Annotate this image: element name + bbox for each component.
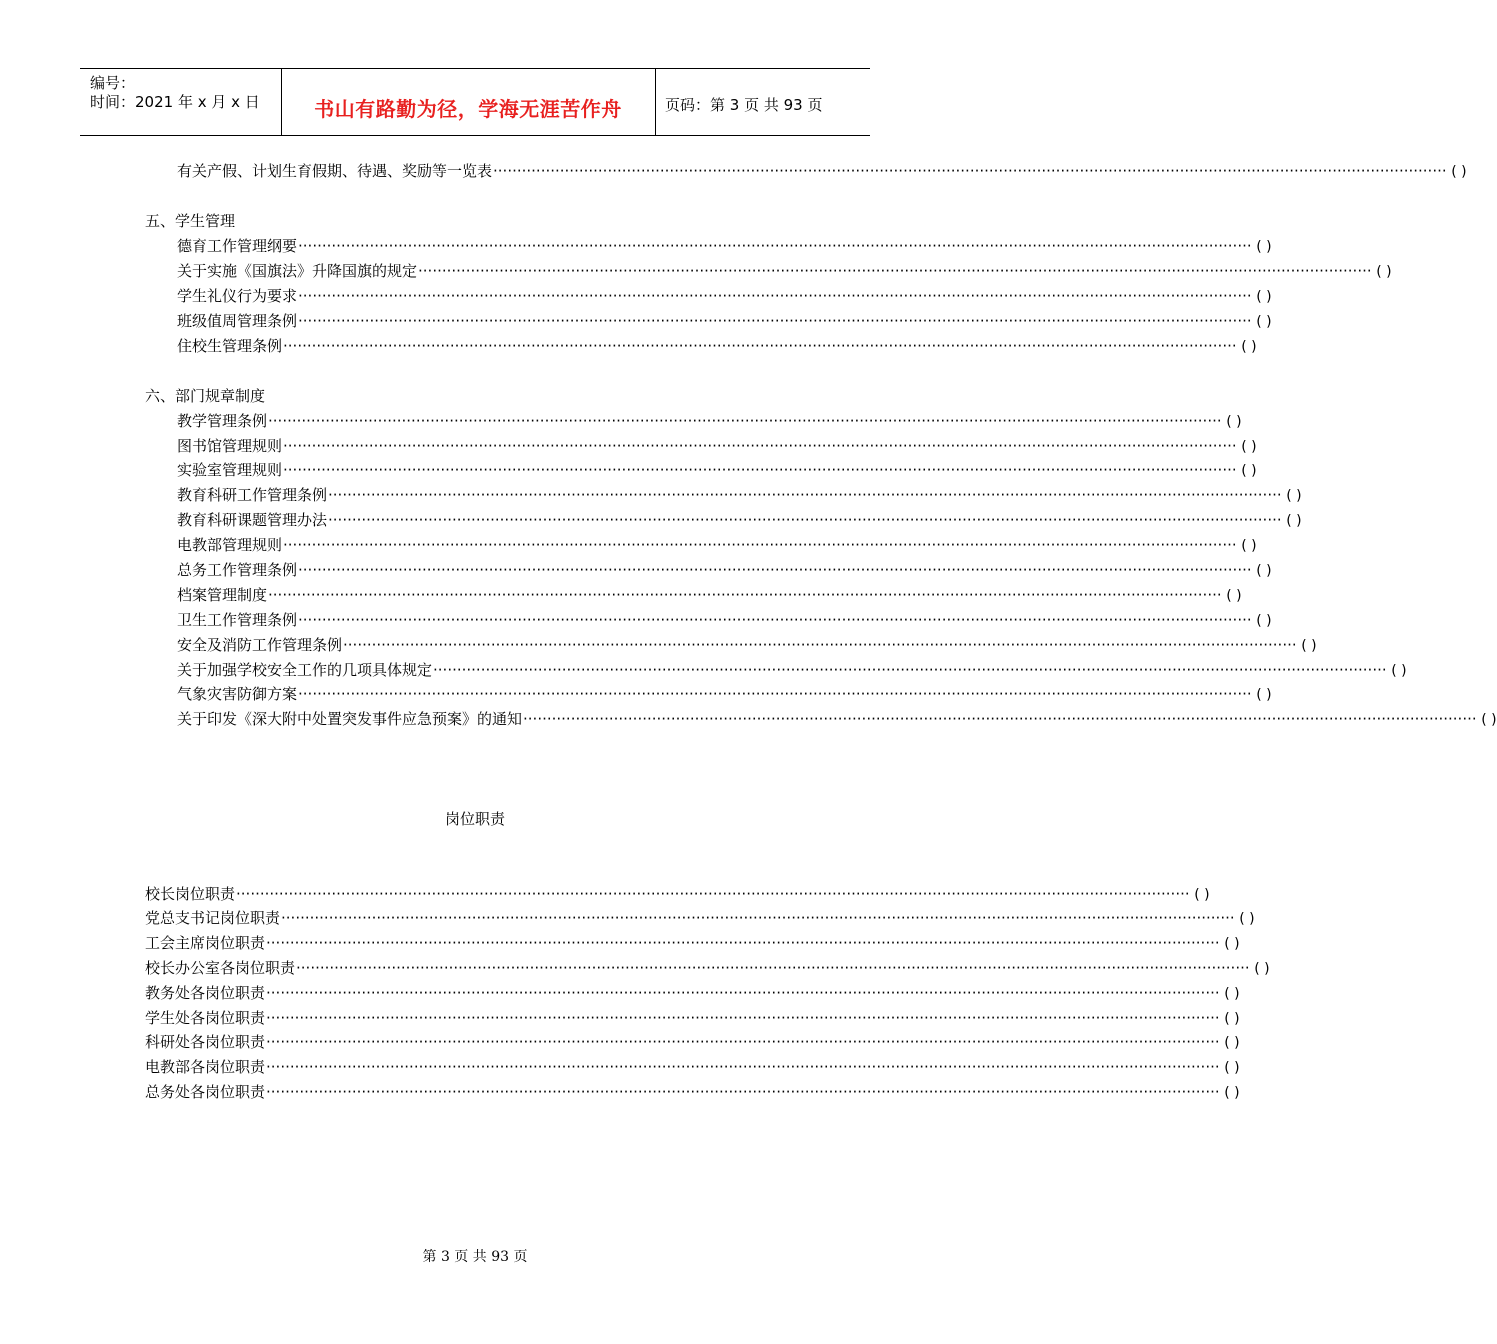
- toc-entry-title: 住校生管理条例: [177, 337, 283, 355]
- toc-entry: [177, 558, 1272, 582]
- page-footer: 第 3 页 共 93 页: [422, 1249, 528, 1265]
- toc-entry-title: 教学管理条例: [177, 412, 268, 430]
- toc-leader-dots: ········································································································································································································: [266, 1033, 1220, 1051]
- toc-page-ref: ( ): [1241, 439, 1257, 455]
- toc-entry-title: 学生礼仪行为要求: [177, 287, 298, 305]
- toc-entry: [177, 284, 1272, 308]
- toc-entry-title: 档案管理制度: [177, 586, 268, 604]
- toc-leader-dots: ········································································································································································································: [418, 262, 1372, 280]
- toc-entry: [145, 1030, 1240, 1054]
- toc-leader-dots: ········································································································································································································: [523, 710, 1477, 728]
- toc-entry: [145, 931, 1240, 955]
- toc-entry-title: 气象灾害防御方案: [177, 685, 298, 703]
- toc-entry-title: 安全及消防工作管理条例: [177, 636, 343, 654]
- toc-page-ref: ( ): [1286, 513, 1302, 529]
- toc-page-ref: ( ): [1451, 164, 1467, 180]
- toc-entry-title: 学生处各岗位职责: [145, 1009, 266, 1027]
- toc-leader-dots: ········································································································································································································: [298, 561, 1252, 579]
- toc-page-ref: ( ): [1224, 1060, 1240, 1076]
- toc-page-ref: ( ): [1256, 563, 1272, 579]
- header-motto-cell: [281, 69, 656, 135]
- toc-entry-title: 有关产假、计划生育假期、待遇、奖励等一览表: [177, 162, 493, 180]
- header-page-cell: [655, 69, 870, 135]
- toc-page-ref: ( ): [1391, 663, 1407, 679]
- toc-leader-dots: ········································································································································································································: [343, 636, 1297, 654]
- header-page-info: 页码：第 3 页 共 93 页: [665, 96, 823, 114]
- toc-entry-title: 关于印发《深大附中处置突发事件应急预案》的通知: [177, 710, 523, 728]
- toc-entry: [145, 1006, 1240, 1030]
- toc-entry: [177, 658, 1407, 682]
- toc-entry: [145, 1055, 1240, 1079]
- toc-leader-dots: ········································································································································································································: [266, 934, 1220, 952]
- toc-entry: [177, 334, 1257, 358]
- toc-entry-title: 校长办公室各岗位职责: [145, 959, 296, 977]
- header-motto: 书山有路勤为径，学海无涯苦作舟: [314, 97, 622, 121]
- toc-entry: [177, 434, 1257, 458]
- toc-leader-dots: ········································································································································································································: [298, 287, 1252, 305]
- toc-leader-dots: ········································································································································································································: [283, 437, 1237, 455]
- toc-page-ref: ( ): [1256, 314, 1272, 330]
- toc-page-ref: ( ): [1224, 936, 1240, 952]
- toc-leader-dots: ········································································································································································································: [298, 685, 1252, 703]
- toc-entry-title: 党总支书记岗位职责: [145, 909, 281, 927]
- toc-leader-dots: ········································································································································································································: [328, 486, 1282, 504]
- toc-page-ref: ( ): [1256, 613, 1272, 629]
- toc-leader-dots: ········································································································································································································: [493, 162, 1447, 180]
- toc-page-ref: ( ): [1226, 588, 1242, 604]
- duties-heading: 岗位职责: [444, 810, 505, 828]
- toc-leader-dots: ········································································································································································································: [281, 909, 1235, 927]
- toc-entry: [145, 981, 1240, 1005]
- toc-entry-title: 校长岗位职责: [145, 885, 236, 903]
- header-meta-cell: [80, 69, 282, 135]
- toc-page-ref: ( ): [1301, 638, 1317, 654]
- toc-leader-dots: ········································································································································································································: [268, 586, 1222, 604]
- toc-entry: [177, 583, 1242, 607]
- toc-leader-dots: ········································································································································································································: [266, 1058, 1220, 1076]
- toc-entry: [177, 608, 1272, 632]
- toc-entry-title: 总务处各岗位职责: [145, 1083, 266, 1101]
- toc-entry: [177, 309, 1272, 333]
- toc-page-ref: ( ): [1224, 1085, 1240, 1101]
- toc-entry: [177, 159, 1467, 183]
- document-header: [80, 68, 870, 136]
- toc-leader-dots: ········································································································································································································: [433, 661, 1387, 679]
- toc-leader-dots: ········································································································································································································: [266, 984, 1220, 1002]
- toc-entry-title: 卫生工作管理条例: [177, 611, 298, 629]
- toc-leader-dots: ········································································································································································································: [236, 885, 1190, 903]
- toc-entry: [177, 682, 1272, 706]
- toc-entry: [177, 633, 1317, 657]
- toc-entry: [177, 259, 1392, 283]
- toc-entry: [145, 906, 1255, 930]
- toc-page-ref: ( ): [1256, 239, 1272, 255]
- toc-entry-title: 总务工作管理条例: [177, 561, 298, 579]
- toc-section-title: 五、学生管理: [145, 212, 236, 230]
- document-number-label: 编号：: [90, 74, 136, 92]
- toc-page-ref: ( ): [1256, 687, 1272, 703]
- toc-page-ref: ( ): [1256, 289, 1272, 305]
- toc-entry: [177, 508, 1302, 532]
- toc-leader-dots: ········································································································································································································: [296, 959, 1250, 977]
- toc-entry-title: 工会主席岗位职责: [145, 934, 266, 952]
- toc-page-ref: ( ): [1194, 887, 1210, 903]
- toc-entry: [145, 882, 1210, 906]
- toc-entry-title: 关于实施《国旗法》升降国旗的规定: [177, 262, 418, 280]
- toc-entry-title: 电教部管理规则: [177, 536, 283, 554]
- toc-entry-title: 电教部各岗位职责: [145, 1058, 266, 1076]
- toc-entry-title: 科研处各岗位职责: [145, 1033, 266, 1051]
- toc-leader-dots: ········································································································································································································: [328, 511, 1282, 529]
- toc-leader-dots: ········································································································································································································: [283, 337, 1237, 355]
- toc-entry-title: 关于加强学校安全工作的几项具体规定: [177, 661, 433, 679]
- toc-leader-dots: ········································································································································································································: [268, 412, 1222, 430]
- document-time-label: 时间：2021 年 x 月 x 日: [90, 93, 260, 111]
- toc-entry-title: 教务处各岗位职责: [145, 984, 266, 1002]
- toc-leader-dots: ········································································································································································································: [298, 312, 1252, 330]
- toc-leader-dots: ········································································································································································································: [298, 611, 1252, 629]
- toc-entry: [177, 483, 1302, 507]
- toc-entry-title: 教育科研工作管理条例: [177, 486, 328, 504]
- toc-page-ref: ( ): [1254, 961, 1270, 977]
- toc-page-ref: ( ): [1224, 1035, 1240, 1051]
- toc-leader-dots: ········································································································································································································: [266, 1083, 1220, 1101]
- toc-entry-title: 德育工作管理纲要: [177, 237, 298, 255]
- toc-leader-dots: ········································································································································································································: [298, 237, 1252, 255]
- toc-page-ref: ( ): [1286, 488, 1302, 504]
- toc-page-ref: ( ): [1226, 414, 1242, 430]
- toc-page-ref: ( ): [1376, 264, 1392, 280]
- toc-entry-title: 实验室管理规则: [177, 461, 283, 479]
- toc-page-ref: ( ): [1241, 538, 1257, 554]
- toc-page-ref: ( ): [1224, 1011, 1240, 1027]
- toc-entry-title: 图书馆管理规则: [177, 437, 283, 455]
- toc-entry: [177, 707, 1497, 731]
- toc-page-ref: ( ): [1224, 986, 1240, 1002]
- toc-entry-title: 班级值周管理条例: [177, 312, 298, 330]
- toc-leader-dots: ········································································································································································································: [266, 1009, 1220, 1027]
- toc-page-ref: ( ): [1241, 339, 1257, 355]
- toc-entry: [145, 956, 1270, 980]
- toc-section-title: 六、部门规章制度: [145, 387, 266, 405]
- toc-entry: [145, 1080, 1240, 1104]
- toc-entry: [177, 409, 1242, 433]
- toc-leader-dots: ········································································································································································································: [283, 536, 1237, 554]
- toc-leader-dots: ········································································································································································································: [283, 461, 1237, 479]
- toc-entry: [177, 234, 1272, 258]
- toc-entry: [177, 533, 1257, 557]
- toc-entry-title: 教育科研课题管理办法: [177, 511, 328, 529]
- toc-page-ref: ( ): [1241, 463, 1257, 479]
- toc-page-ref: ( ): [1481, 712, 1497, 728]
- toc-page-ref: ( ): [1239, 911, 1255, 927]
- toc-entry: [177, 458, 1257, 482]
